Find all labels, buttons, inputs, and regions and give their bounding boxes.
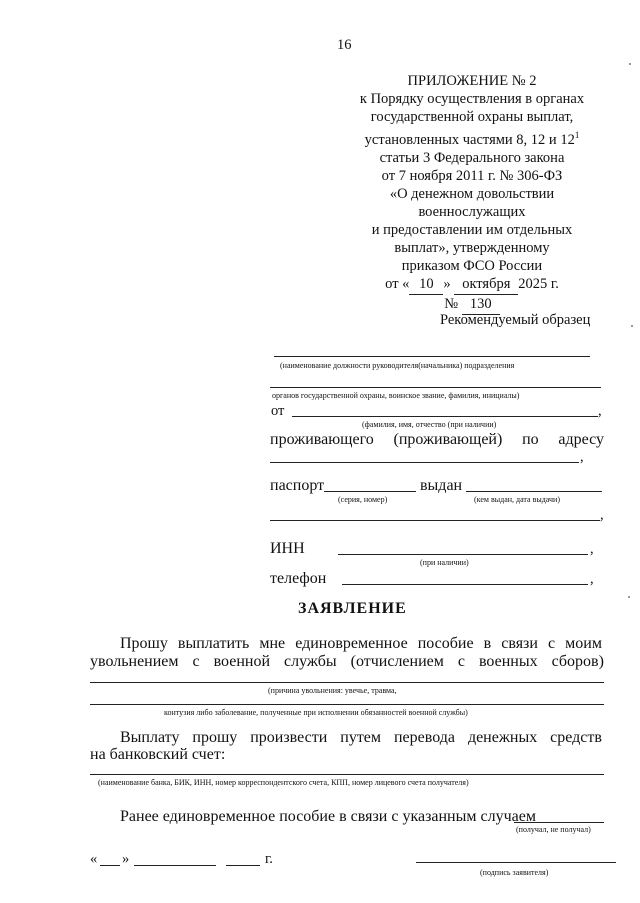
appendix-block	[352, 72, 592, 315]
para3: Ранее единовременное пособие в связи с указанным случаем	[120, 808, 536, 825]
caption-issued: (кем выдан, дата выдачи)	[474, 495, 560, 504]
bank-line[interactable]	[90, 774, 604, 775]
appendix-line: «О денежном довольствии	[389, 185, 555, 202]
footer-month-line[interactable]	[134, 865, 216, 866]
phone-line[interactable]	[342, 584, 588, 585]
date-month: октября	[454, 275, 518, 295]
word: Выплату	[120, 729, 180, 746]
word: с	[457, 653, 465, 670]
footer-year-line[interactable]	[226, 865, 260, 866]
signature-line[interactable]	[416, 862, 616, 863]
caption-reason: (причина увольнения: увечье, травма,	[268, 686, 397, 695]
para2-line2: на банковский счет:	[90, 746, 226, 763]
address-line[interactable]	[270, 462, 579, 463]
passport-label: паспорт	[270, 477, 325, 494]
appendix-line: установленных частями 8, 12 и 12	[364, 131, 575, 148]
caption-received: (получал, не получал)	[516, 825, 591, 834]
passport-number-line[interactable]	[324, 491, 416, 492]
superscript: 1	[574, 130, 580, 140]
appendix-title: ПРИЛОЖЕНИЕ № 2	[407, 73, 537, 89]
appendix-date	[352, 275, 592, 295]
comma: ,	[590, 571, 594, 587]
comma: ,	[590, 541, 594, 557]
word: пособие	[417, 635, 474, 652]
word: увольнением	[90, 653, 179, 670]
scan-mark	[629, 63, 631, 65]
caption-reason-2: контузия либо заболевание, полученные при исполнении обязанностей военной службы)	[164, 708, 468, 717]
word: средств	[550, 729, 602, 746]
received-line[interactable]	[514, 822, 604, 823]
word: адресу	[558, 431, 604, 448]
word: перевода	[393, 729, 455, 746]
phone-label: телефон	[270, 570, 327, 587]
word: (проживающей)	[393, 431, 503, 448]
word: произвести	[250, 729, 328, 746]
comma: ,	[580, 449, 584, 465]
date-day: 10	[409, 275, 443, 295]
word: военных	[478, 653, 538, 670]
caption-series: (серия, номер)	[338, 495, 388, 504]
appendix-line: статьи 3 Федерального закона	[379, 149, 565, 166]
caption-fio: (фамилия, имя, отчество (при наличии)	[362, 420, 497, 429]
word: по	[522, 431, 539, 448]
caption-org: органов государственной охраны, воинское звание, фамилия, инициалы)	[272, 391, 520, 400]
statement-title: ЗАЯВЛЕНИЕ	[298, 600, 407, 617]
number-prefix: №	[444, 295, 459, 312]
date-prefix: от «	[385, 275, 410, 292]
word: путем	[340, 729, 382, 746]
word: службы	[284, 653, 337, 670]
para2-line1	[120, 729, 602, 747]
caption-position: (наименование должности руководителя(начальника) подразделения	[280, 361, 515, 370]
issued-by-line[interactable]	[466, 491, 602, 492]
word: сборов)	[551, 653, 604, 670]
word: (отчислением	[350, 653, 444, 670]
residing-line	[270, 431, 604, 449]
caption-bank: (наименование банка, БИК, ИНН, номер корреспондентского счета, КПП, номер лицевого счета получателя)	[98, 778, 469, 787]
comma: ,	[600, 507, 604, 523]
appendix-line: к Порядку осуществления в органах	[359, 91, 585, 107]
appendix-line: и предоставлении им отдельных	[371, 221, 573, 238]
word: денежных	[467, 729, 538, 746]
word: прошу	[192, 729, 238, 746]
from-label: от	[271, 403, 285, 419]
scan-mark	[631, 325, 633, 327]
appendix-line: военнослужащих	[418, 203, 526, 220]
footer-day-line[interactable]	[100, 865, 120, 866]
appendix-line: выплат», утвержденному	[394, 239, 550, 256]
appendix-line: приказом ФСО России	[401, 257, 543, 274]
word: выплатить	[177, 635, 250, 652]
word: проживающего	[270, 431, 374, 448]
page-number: 16	[337, 37, 352, 53]
inn-label: ИНН	[270, 540, 305, 557]
reason-line[interactable]	[90, 682, 604, 683]
date-mid: »	[443, 275, 451, 292]
footer-quote-open: «	[90, 851, 98, 867]
appendix-line-with-sup	[352, 126, 592, 149]
word: в	[483, 635, 492, 652]
date-year: 2025 г.	[518, 275, 559, 292]
comma: ,	[598, 403, 602, 419]
appendix-line: государственной охраны выплат,	[370, 109, 574, 125]
word: связи	[501, 635, 538, 652]
word: мне	[259, 635, 286, 652]
word: Прошу	[120, 635, 168, 652]
fio-line[interactable]	[292, 416, 598, 417]
recommended-sample: Рекомендуемый образец	[440, 312, 591, 328]
inn-line[interactable]	[338, 554, 588, 555]
issued-continued-line[interactable]	[270, 520, 600, 521]
para1-line1	[120, 635, 602, 653]
reason-line-2[interactable]	[90, 704, 604, 705]
word: единовременное	[295, 635, 408, 652]
footer-year-suffix: г.	[265, 851, 273, 867]
scan-mark	[628, 596, 630, 598]
footer-quote-close: »	[122, 851, 130, 867]
position-line[interactable]	[274, 356, 590, 357]
word: моим	[565, 635, 602, 652]
para1-line2	[90, 653, 604, 671]
word: с	[192, 653, 200, 670]
issued-label: выдан	[420, 477, 463, 494]
word: военной	[213, 653, 271, 670]
caption-signature: (подпись заявителя)	[480, 868, 549, 877]
caption-inn: (при наличии)	[420, 558, 469, 567]
org-line[interactable]	[270, 387, 601, 388]
order-number: 130	[462, 295, 500, 315]
appendix-line: от 7 ноября 2011 г. № 306-ФЗ	[381, 167, 563, 184]
word: с	[547, 635, 556, 652]
